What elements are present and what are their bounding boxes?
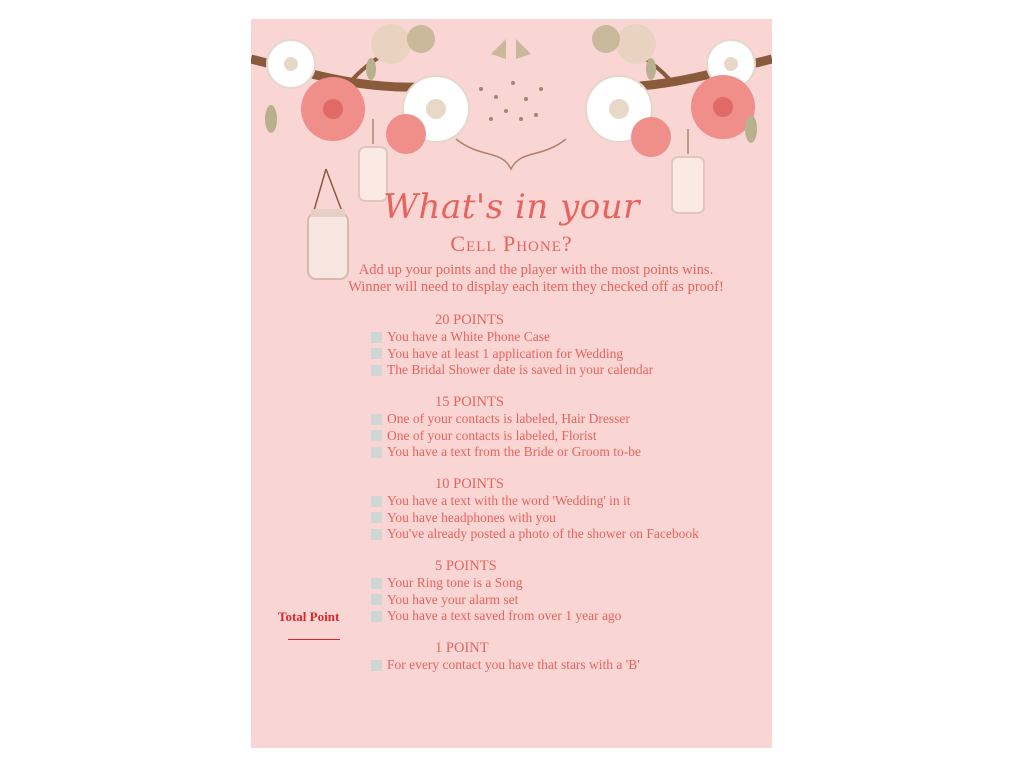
section-1-point [371, 640, 751, 674]
checklist-item [371, 428, 751, 445]
item-label: The Bridal Shower date is saved in your calendar [387, 362, 654, 378]
checklist-item [371, 346, 751, 363]
checklist-item [371, 510, 751, 527]
item-label: You have headphones with you [387, 509, 556, 525]
total-point-label: Total Point [278, 609, 340, 624]
checklist-item [371, 526, 751, 543]
checkbox[interactable] [371, 594, 382, 605]
section-15-points [371, 394, 751, 461]
item-label: For every contact you have that stars with a 'B' [387, 657, 640, 673]
checkbox[interactable] [371, 332, 382, 343]
checklist-item [371, 608, 751, 625]
section-title: 5 POINTS [435, 558, 497, 574]
section-20-points [371, 312, 751, 379]
checklist-item [371, 592, 751, 609]
checklist-item [371, 329, 751, 346]
checklist-item [371, 444, 751, 461]
item-label: You have a text from the Bride or Groom to-be [387, 444, 641, 460]
section-title: 20 POINTS [435, 312, 504, 328]
item-label: You have a text with the word 'Wedding' in it [387, 493, 631, 509]
checkbox[interactable] [371, 512, 382, 523]
checklist-item [371, 411, 751, 428]
checkbox[interactable] [371, 496, 382, 507]
checkbox[interactable] [371, 611, 382, 622]
item-label: Your Ring tone is a Song [387, 575, 523, 591]
title-script: What's in your [383, 187, 640, 227]
section-title: 10 POINTS [435, 476, 504, 492]
section-10-points [371, 476, 751, 543]
item-label: You have your alarm set [387, 591, 519, 607]
item-label: You've already posted a photo of the shower on Facebook [387, 526, 699, 542]
checklist-item [371, 362, 751, 379]
checkbox[interactable] [371, 348, 382, 359]
item-label: You have a text saved from over 1 year ago [387, 608, 622, 624]
instruction-line: Add up your points and the player with the most points wins. [358, 262, 714, 278]
section-title: 1 POINT [435, 640, 489, 656]
game-card [251, 19, 772, 748]
checkbox[interactable] [371, 660, 382, 671]
checklist-item [371, 575, 751, 592]
item-label: You have at least 1 application for Wedding [387, 345, 624, 361]
instruction-line: Winner will need to display each item they checked off as proof! [348, 279, 724, 295]
section-5-points [371, 558, 751, 625]
checkbox[interactable] [371, 365, 382, 376]
item-label: One of your contacts is labeled, Florist [387, 427, 597, 443]
instructions [321, 262, 751, 296]
bow-icon [491, 39, 531, 59]
item-label: You have a White Phone Case [387, 329, 550, 345]
total-point-line[interactable] [288, 639, 340, 640]
title-subheading: Cell Phone? [450, 231, 573, 256]
checkbox[interactable] [371, 430, 382, 441]
item-label: One of your contacts is labeled, Hair Dresser [387, 411, 630, 427]
checklist-item [371, 493, 751, 510]
checkbox[interactable] [371, 529, 382, 540]
checkbox[interactable] [371, 414, 382, 425]
checkbox[interactable] [371, 447, 382, 458]
section-title: 15 POINTS [435, 394, 504, 410]
checklist-item [371, 657, 751, 674]
checkbox[interactable] [371, 578, 382, 589]
